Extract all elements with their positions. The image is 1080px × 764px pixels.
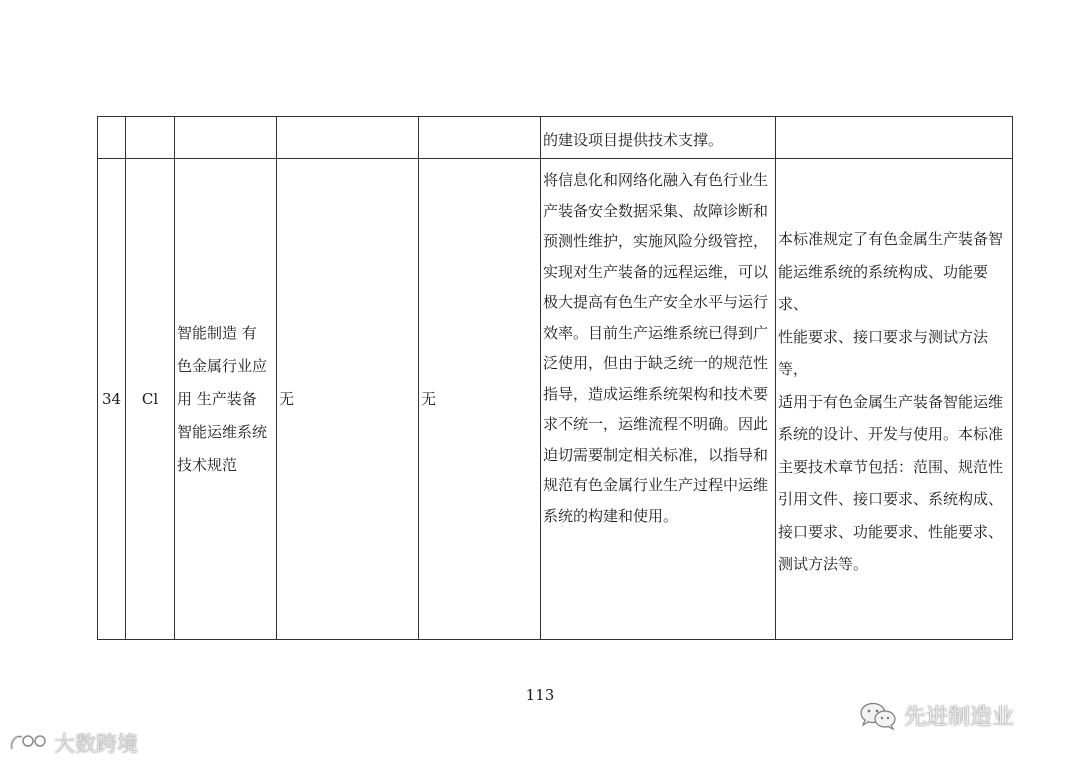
cell-col5 — [419, 117, 541, 159]
cell-scope — [776, 117, 1013, 159]
wechat-icon — [858, 701, 898, 731]
cell-col5 — [419, 159, 541, 640]
dbkj-logo-icon — [8, 731, 48, 755]
cell-description — [541, 159, 776, 640]
table-row — [98, 117, 1013, 159]
cell-name — [175, 117, 277, 159]
standards-table — [97, 116, 1013, 640]
description-text: 的建设项目提供技术支撑。 — [543, 130, 724, 149]
cell-name — [175, 159, 277, 640]
cell-number — [98, 117, 126, 159]
table-row — [98, 159, 1013, 640]
standard-name: 智能制造 有 色金属行业应 用 生产装备 智能运维系统 技术规范 — [177, 323, 268, 474]
cell-category — [126, 159, 175, 640]
watermark-left — [8, 728, 138, 758]
description-text: 将信息化和网络化融入有色行业生 产装备安全数据采集、故障诊断和 预测性维护，实施风险分级管控， 实现对生产装备的远程运维，可以 极大提高有色生产安全水平与运行 效率。目前生产运维系统已得到广 泛使用，但由于缺乏统一的规范性 指导，造成运维系统架构和技术要 求不统一，运维流程不明确。因此 迫切需要制定相关标准，以指导和 规范有色金属行业生产过程中运维 系统的构建和使用。 — [543, 171, 769, 525]
category-code: Cl — [141, 390, 159, 408]
col5-value: 无 — [421, 390, 437, 408]
cell-scope — [776, 159, 1013, 640]
cell-number — [98, 159, 126, 640]
cell-col4 — [277, 159, 419, 640]
cell-col4 — [277, 117, 419, 159]
cell-description — [541, 117, 776, 159]
col4-value: 无 — [279, 390, 295, 408]
watermark-right-text: 先进制造业 — [904, 705, 1015, 730]
scope-text: 本标准规定了有色金属生产装备智 能运维系统的系统构成、功能要求、 性能要求、接口要求与测试方法等， 适用于有色金属生产装备智能运维 系统的设计、开发与使用。本标准 主要技术章节包括：范围、规范性 引用文件、接口要求、系统构成、 接口要求、功能要求、性能要求、 测试方法等。 — [778, 230, 1004, 573]
page-number: 113 — [525, 686, 555, 704]
watermark-right — [858, 700, 1014, 731]
cell-category — [126, 117, 175, 159]
watermark-left-text: 大数跨境 — [54, 732, 138, 756]
row-number: 34 — [101, 390, 122, 408]
